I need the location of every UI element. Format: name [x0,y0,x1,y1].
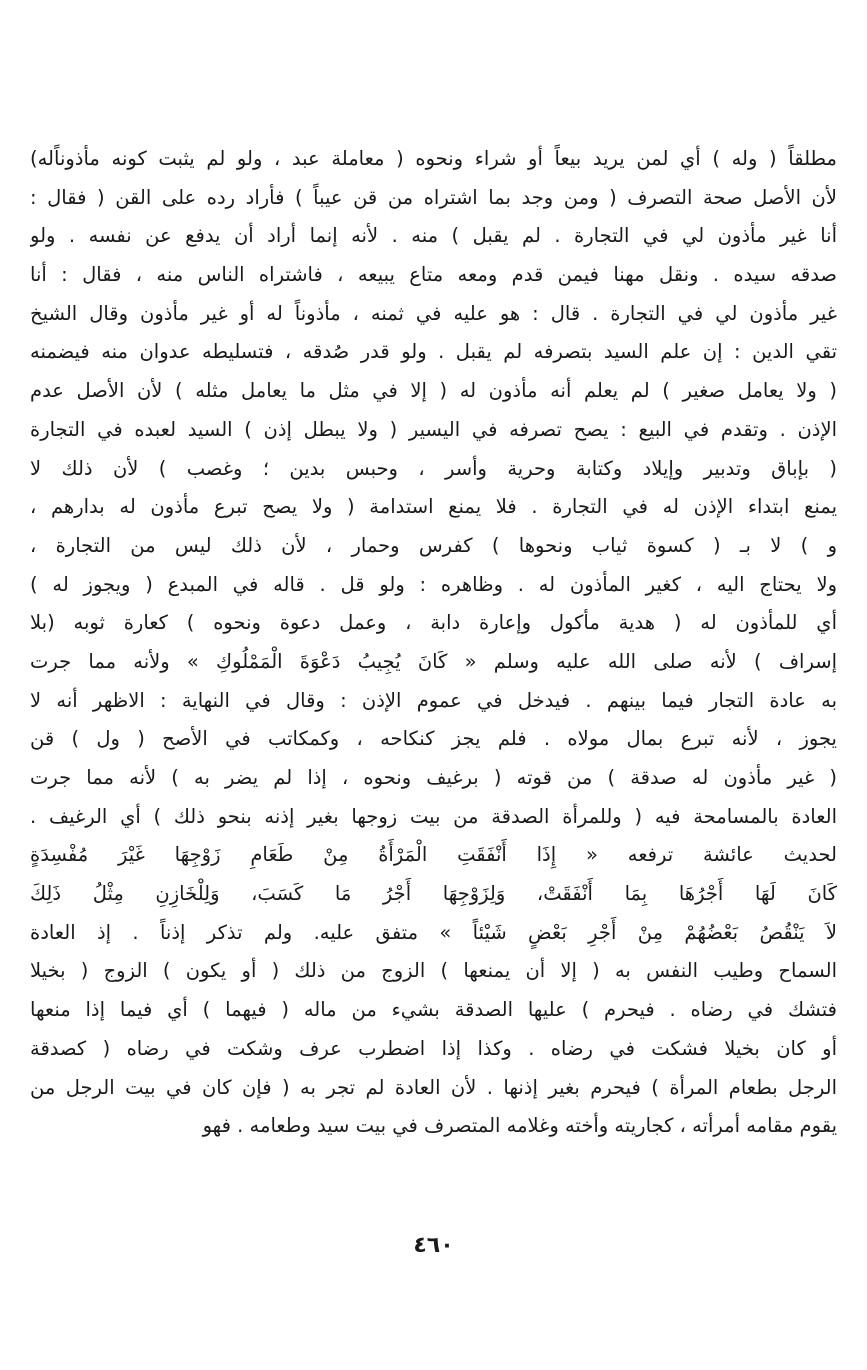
text-line: السماح وطيب النفس به ( إلا أن يمنعها ) الزوج من ذلك ( أو يكون ) الزوج ( بخيلا [30,959,837,983]
body-text [30,140,837,1146]
text-line: كَانَ لَهَا أَجْرُهَا بِمَا أَنْفَقَتْ، وَلِزَوْجِهَا أَجْرُ مَا كَسَبَ، وَلِلْخَازِنِ مِثْلُ ذَلِكَ [30,882,837,906]
text-line: ( غير مأذون له صدقة ) من قوته ( برغيف ونحوه ، إذا لم يضر به ) لأنه مما جرت [30,766,837,789]
text-line: الإذن . وتقدم في البيع : يصح تصرفه في اليسير ( ولا يبطل إذن ) السيد لعبده في التجارة [30,417,837,441]
text-line: ( ولا يعامل صغير ) لم يعلم أنه مأذون له ( إلا في مثل ما يعامل مثله ) لأن الأصل عدم [30,379,837,403]
text-line: به عادة التجار فيما بينهم . فيدخل في عموم الإذن : وقال في النهاية : الاظهر أنه لا [30,688,837,712]
text-line: صدقه سيده . ونقل مهنا فيمن قدم ومعه متاع يبيعه ، فاشتراه الناس منه ، فقال : أنا [30,263,837,287]
text-line: و ) لا بـ ( كسوة ثياب ونحوها ) كفرس وحمار ، لأن ذلك ليس من التجارة ، [30,533,837,557]
text-line: لاَ يَنْقُصُ بَعْضُهُمْ مِنْ أَجْرِ بَعْضٍ شَيْئاً » متفق عليه. ولم تذكر إذناً . إذ العادة [30,920,837,944]
text-line: مطلقاً ( وله ) أي لمن يريد بيعاً أو شراء ونحوه ( معاملة عبد ، ولو لم يثبت كونه مأذوناًله) [30,147,837,170]
page-number: ٤٦٠ [413,1233,454,1258]
text-line: لأن الأصل صحة التصرف ( ومن وجد بما اشتراه من قن عيباً ) فأراد رده على القن ( فقال : [30,185,837,209]
text-line: أو كان بخيلا فشكت في رضاه . وكذا إذا اضطرب عرف وشكت في رضاه ( كصدقة [30,1036,837,1060]
text-line: ( بإباق وتدبير وإيلاد وكتابة وحرية وأسر ، وحبس بدين ؛ وغصب ) لأن ذلك لا [30,456,837,480]
text-line: يمنع ابتداء الإذن له في التجارة . فلا يمنع استدامة ( ولا يصح تبرع مأذون له بدارهم ، [30,495,837,519]
text-line: أنا غير مأذون لي في التجارة . لم يقبل ) منه . لأنه إنما أراد أن يدفع عن نفسه . ولو [30,224,837,248]
text-line: يجوز ، لأنه تبرع بمال مولاه . فلم يجز كنكاحه ، وكمكاتب في الأصح ( ول ) قن [30,727,837,751]
text-line: لحديث عائشة ترفعه « إِذَا أَنْفَقَتِ الْمَرْأَةُ مِنْ طَعَامِ زَوْجِهَا غَيْرَ مُفْسِدَةٍ [30,843,837,867]
text-line: يقوم مقامه أمرأته ، كجاريته وأخته وغلامه المتصرف في بيت سيد وطعامه . فهو [202,1114,837,1138]
text-line: ولا يحتاج اليه ، كغير المأذون له . وظاهره : ولو قل . قاله في المبدع ( ويجوز له ) [30,572,837,596]
text-line: إسراف ) لأنه صلى الله عليه وسلم « كَانَ يُجِيبُ دَعْوَةَ الْمَمْلُوكِ » ولأنه مما جرت [30,649,837,673]
text-line: أي للمأذون له ( هدية مأكول وإعارة دابة ، وعمل دعوة ونحوه ) كعارة ثوبه (بلا [30,611,837,635]
text-line: العادة بالمسامحة فيه ( وللمرأة الصدقة من بيت زوجها بغير إذنه بنحو ذلك ) أي الرغيف . [30,804,837,828]
text-line: غير مأذون لي في التجارة . قال : هو عليه في ثمنه ، مأذوناً له أو غير مأذون وقال الشيخ [30,301,837,325]
text-line: فتشك في رضاه . فيحرم ) عليها الصدقة بشيء من ماله ( فيهما ) أي فيما إذا منعها [30,998,837,1022]
text-line: تقي الدين : إن علم السيد بتصرفه لم يقبل . ولو قدر صُدقه ، فتسليطه عدوان منه فيضمنه [30,340,837,364]
text-line: الرجل بطعام المرأة ) فيحرم بغير إذنها . لأن العادة لم تجر به ( فإن كان في بيت الرجل من [30,1075,837,1099]
